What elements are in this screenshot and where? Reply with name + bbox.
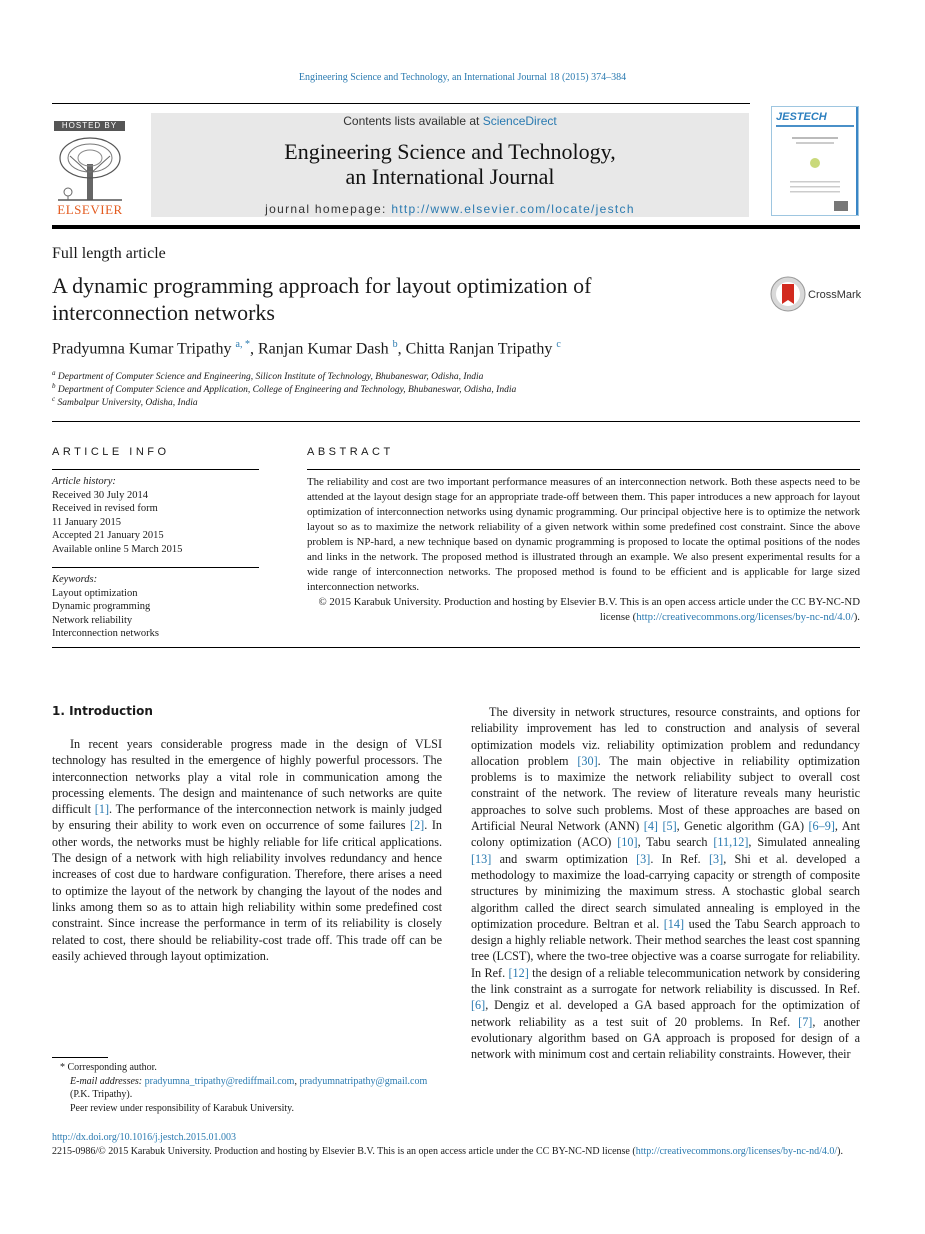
- section-rule: [52, 647, 860, 648]
- citation-link[interactable]: [11,12]: [713, 835, 749, 850]
- author-affiliation-ref[interactable]: a, *: [235, 339, 250, 350]
- keyword: Layout optimization: [52, 587, 138, 599]
- hosted-by-label: HOSTED BY: [54, 121, 125, 131]
- abstract-text: The reliability and cost are two important performance measures of an interconnection network. Both these aspects need to be attended at the layout design stage for an appropriate trade-off between them. This paper introduces a new approach for layout optimization of interconnection networks using dynamic programming. Our principal objective here is to optimize the network layout so as to maximize the network reliability of a given network within some predefined cost constraint. Since the above problem is NP-hard, a new technique based on dynamic programming is proposed to locate the optimal positions of the nodes and links in the network. The proposed method is illustrated through an example. We also present experimental results for a wide range of interconnection networks. The proposed method is found to be efficient and is applicable for large sized interconnection networks.: [307, 476, 860, 593]
- contents-prefix: Contents lists available at: [343, 114, 480, 128]
- paragraph-text: , Genetic algorithm (GA): [676, 819, 809, 834]
- citation-link[interactable]: [3]: [709, 851, 724, 866]
- history-label: Article history:: [52, 476, 116, 487]
- citation-link[interactable]: [13]: [471, 851, 492, 866]
- paragraph-text: and swarm optimization: [491, 851, 637, 866]
- email-owner: (P.K. Tripathy).: [70, 1089, 133, 1100]
- history-entry: Received in revised form: [52, 503, 158, 514]
- email-addresses: E-mail addresses: pradyumna_tripathy@rediffmail.com, pradyumnatripathy@gmail.com (P.K. Tripathy).: [70, 1075, 428, 1100]
- author-separator: ,: [250, 340, 258, 358]
- copyright-end: ).: [853, 611, 860, 623]
- journal-reference[interactable]: Engineering Science and Technology, an International Journal 18 (2015) 374–384: [298, 72, 627, 83]
- article-type: Full length article: [52, 245, 166, 262]
- citation-link[interactable]: [14]: [663, 916, 685, 931]
- paragraph-text: The diversity in network structures, resource constraints, and options for reliability improvement has led to construction and analysis of several optimization models viz. reliability optimization problem and redundancy allocation problem: [471, 705, 860, 768]
- bottom-metadata: [52, 1131, 860, 1158]
- citation-link[interactable]: [6–9]: [808, 819, 835, 834]
- keyword: Dynamic programming: [52, 601, 151, 612]
- footnotes: [52, 1061, 442, 1115]
- paragraph-text: , Dengiz et al. developed a GA based approach for the optimization of network reliability as a test suit of 20 problems. In Ref.: [471, 998, 860, 1029]
- keywords: [52, 573, 262, 641]
- email-label: E-mail addresses:: [70, 1075, 143, 1087]
- paragraph-text: . In Ref.: [650, 851, 709, 866]
- paragraph-text: In recent years considerable progress made in the design of VLSI technology has resulted in the emergence of highly powerful processors. The interconnection networks play a vital role in communication among the processing elements. The design and maintenance of such networks are quite difficult: [52, 737, 442, 817]
- affiliation-marker: b: [52, 382, 56, 390]
- citation-link[interactable]: [2]: [410, 818, 425, 833]
- header-rule: [52, 103, 750, 104]
- journal-homepage: [151, 202, 749, 216]
- paragraph-text: , Simulated annealing: [748, 835, 861, 850]
- author-name: Ranjan Kumar Dash: [258, 340, 389, 358]
- history-entry: 11 January 2015: [52, 516, 122, 528]
- citation-link[interactable]: [7]: [798, 1014, 813, 1029]
- elsevier-tree-logo: [54, 134, 126, 204]
- cover-art: [772, 107, 859, 216]
- author-separator: ,: [397, 340, 406, 358]
- header-thick-rule: [52, 225, 860, 229]
- abstract-heading: ABSTRACT: [307, 446, 394, 458]
- citation-link[interactable]: [1]: [94, 802, 110, 817]
- corresponding-text: Corresponding author.: [67, 1062, 157, 1073]
- abstract-rule: [307, 469, 860, 470]
- license-link[interactable]: http://creativecommons.org/licenses/by-nc-nd/4.0/: [635, 1145, 838, 1157]
- keywords-rule: [52, 567, 259, 568]
- article-info-rule: [52, 469, 259, 470]
- history-entry: Received 30 July 2014: [52, 489, 148, 501]
- citation-link[interactable]: [4]: [643, 819, 658, 834]
- issn-line: [52, 1145, 860, 1159]
- intro-right-column: [471, 704, 860, 1063]
- author-list: [52, 339, 561, 358]
- crossmark-label[interactable]: CrossMark: [808, 289, 862, 301]
- paragraph-text: . The performance of the interconnection network is mainly judged by ensuring their ability to work even on occurrence of some failures: [52, 802, 443, 833]
- affiliation: [52, 382, 516, 395]
- author-name: Chitta Ranjan Tripathy: [405, 340, 553, 358]
- section-rule: [52, 421, 860, 422]
- history-entry: Accepted 21 January 2015: [52, 530, 164, 541]
- sciencedirect-link[interactable]: ScienceDirect: [482, 114, 557, 128]
- email-link[interactable]: pradyumnatripathy@gmail.com: [299, 1075, 428, 1087]
- paragraph-text: . In other words, the networks must be highly reliable for life critical applications. The design of a network with high reliability involves redundancy and hence increases of cost due to hardware configuration. Therefore, there arises a need to optimize the layout of the network by changing the layout of the nodes and links among them so as to attain high reliability within some predefined cost constraint. Since increase the performance in term of its reliability is closely related to cost, there should be reliability-cost trade off. This trade off can be easily achieved through layout optimization.: [52, 818, 442, 963]
- intro-left-column: [52, 736, 442, 964]
- journal-title: [151, 139, 749, 189]
- citation-link[interactable]: [10]: [617, 835, 638, 850]
- affiliation: [52, 395, 198, 408]
- author-affiliation-ref[interactable]: c: [556, 339, 561, 350]
- journal-title-line-2: an International Journal: [345, 164, 555, 189]
- license-link[interactable]: http://creativecommons.org/licenses/by-nc-nd/4.0/: [636, 611, 854, 623]
- paragraph-text: used the Tabu Search approach to design a highly reliable network. Their method searches the least cost spanning tree (LCST), where the two-tree objective was a coarse surrogate for reliability. In Ref.: [471, 916, 860, 980]
- homepage-prefix: journal homepage:: [265, 202, 387, 216]
- cover-title: JESTECH: [776, 111, 827, 123]
- doi-link[interactable]: http://dx.doi.org/10.1016/j.jestch.2015.01.003: [52, 1132, 236, 1143]
- crossmark-icon[interactable]: [770, 276, 806, 312]
- citation-link[interactable]: [6]: [471, 998, 486, 1013]
- paragraph-text: . The main objective in reliability optimization problems is to maximize the network reliability subject to overall cost constraint of the network. The review of literature reveals many heuristic approaches to solve such problems. Most of these approaches are based on Artificial Neural Network (ANN): [471, 753, 860, 834]
- introduction-heading: 1. Introduction: [52, 704, 153, 718]
- peer-review-note: Peer review under responsibility of Karabuk University.: [70, 1102, 295, 1114]
- abstract-copyright: [307, 595, 860, 625]
- paragraph-text: , Shi et al. developed a methodology to maximize the load-carrying capacity or strength of composite structures by minimizing the maximum stress. A stochastic global search algorithm called the direct search simulated annealing is employed in the optimization procedure. Beltran et al.: [471, 851, 861, 931]
- affiliation-marker: a: [52, 369, 56, 377]
- affiliation-text: Department of Computer Science and Engineering, Silicon Institute of Technology, Bhubaneswar, Odisha, India: [57, 372, 484, 383]
- copyright-text: © 2015 Karabuk University. Production and hosting by Elsevier B.V. This is an open access article under the CC BY-NC-ND license (: [318, 596, 860, 623]
- citation-link[interactable]: [12]: [508, 965, 529, 980]
- citation-link[interactable]: [3]: [636, 851, 651, 866]
- journal-cover[interactable]: [771, 106, 859, 216]
- article-history: [52, 475, 262, 556]
- affiliation-text: Department of Computer Science and Application, College of Engineering and Technology, Bhubaneswar, Odisha, India: [57, 385, 517, 396]
- citation-link[interactable]: [5]: [662, 819, 677, 834]
- email-link[interactable]: pradyumna_tripathy@rediffmail.com: [144, 1075, 295, 1087]
- issn-text: 2215-0986/© 2015 Karabuk University. Production and hosting by Elsevier B.V. This is an open access article under the CC BY-NC-ND license (: [52, 1145, 636, 1157]
- intro-paragraph: [52, 736, 442, 964]
- affiliation-text: Sambalpur University, Odisha, India: [57, 398, 198, 409]
- paragraph-text: , Tabu search: [637, 835, 714, 850]
- footnote-rule: [52, 1057, 108, 1058]
- affiliation-marker: c: [52, 395, 56, 403]
- journal-title-line-1: Engineering Science and Technology,: [284, 139, 616, 164]
- article-title: A dynamic programming approach for layout optimization of interconnection networks: [52, 273, 592, 325]
- history-entry: Available online 5 March 2015: [52, 543, 183, 555]
- keyword: Network reliability: [52, 614, 133, 626]
- intro-paragraph: [471, 704, 860, 1063]
- issn-end: ).: [837, 1145, 843, 1157]
- citation-link[interactable]: [30]: [577, 753, 598, 768]
- keyword: Interconnection networks: [52, 628, 160, 639]
- paragraph-text: , another evolutionary algorithm based on GA approach is proposed for design of a network with minimum cost and certain reliability constraints. However, their: [471, 1014, 860, 1062]
- paragraph-text: the design of a reliable telecommunication network by considering the link constraint as a surrogate for network reliability is discussed. In Ref.: [471, 965, 860, 997]
- contents-line: [151, 114, 749, 128]
- elsevier-wordmark: ELSEVIER: [57, 202, 123, 217]
- author-name: Pradyumna Kumar Tripathy: [52, 340, 232, 358]
- corresponding-author-note: * Corresponding author.: [60, 1062, 157, 1073]
- author-affiliation-ref[interactable]: b: [392, 339, 398, 350]
- affiliation: [52, 369, 483, 382]
- homepage-link[interactable]: http://www.elsevier.com/locate/jestch: [391, 202, 635, 216]
- paragraph-text: , Ant colony optimization (ACO): [471, 819, 861, 850]
- article-info-heading: ARTICLE INFO: [52, 446, 170, 458]
- abstract: [307, 475, 860, 625]
- keywords-label: Keywords:: [52, 574, 98, 585]
